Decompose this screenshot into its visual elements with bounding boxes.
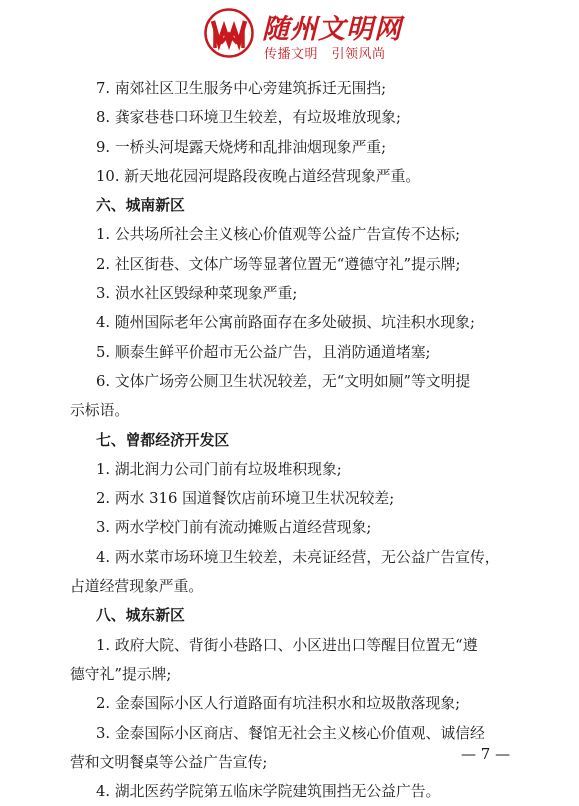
list-item: 1. 湖北润力公司门前有垃圾堆积现象; [96,460,342,478]
logo-title: 随州文明网 [262,14,402,45]
wm-logo-icon [204,8,254,58]
list-item: 10. 新天地花园河堤路段夜晚占道经营现象严重。 [96,167,421,185]
list-item: 4. 两水菜市场环境卫生较差，未亮证经营，无公益广告宣传， [96,548,500,566]
list-item-continuation: 占道经营现象严重。 [70,578,204,596]
list-item: 3. 两水学校门前有流动摊贩占道经营现象; [96,519,372,537]
list-item: 1. 政府大院、背街小巷路口、小区进出口等醒目位置无“遵 [96,636,478,654]
list-item: 9. 一桥头河堤露天烧烤和乱排油烟现象严重; [96,138,387,156]
list-item: 4. 湖北医药学院第五临床学院建筑围挡无公益广告。 [96,783,441,801]
site-logo [204,6,414,64]
list-item: 8. 龚家巷巷口环境卫生较差，有垃圾堆放现象; [96,109,401,127]
list-item-continuation: 示标语。 [70,402,130,420]
list-item: 4. 随州国际老年公寓前路面存在多处破损、坑洼积水现象; [96,314,475,332]
list-item: 2. 两水 316 国道餐饮店前环境卫生状况较差; [96,490,395,508]
list-item: 7. 南郊社区卫生服务中心旁建筑拆迁无围挡; [96,80,387,97]
list-item: 1. 公共场所社会主义核心价值观等公益广告宣传不达标; [96,226,461,244]
list-item-continuation: 营和文明餐桌等公益广告宣传; [70,753,268,771]
list-item-continuation: 德守礼”提示牌; [70,665,172,683]
list-item: 5. 顺泰生鲜平价超市无公益广告，且消防通道堵塞; [96,343,431,361]
list-item: 3. 金泰国际小区商店、餐馆无社会主义核心价值观、诚信经 [96,724,485,742]
section-heading: 八、城东新区 [96,607,185,625]
list-item: 3. 涢水社区毁绿种菜现象严重; [96,285,298,303]
section-heading: 六、城南新区 [96,197,185,215]
page-number: — 7 — [461,745,511,763]
document-body [70,74,530,806]
list-item: 6. 文体广场旁公厕卫生状况较差，无“文明如厕”等文明提 [96,372,471,390]
list-item: 2. 金泰国际小区人行道路面有坑洼积水和垃圾散落现象; [96,695,461,713]
list-item: 2. 社区街巷、文体广场等显著位置无“遵德守礼”提示牌; [96,255,461,273]
logo-subtitle: 传播文明 引领风尚 [264,47,386,62]
section-heading: 七、曾都经济开发区 [96,431,230,449]
